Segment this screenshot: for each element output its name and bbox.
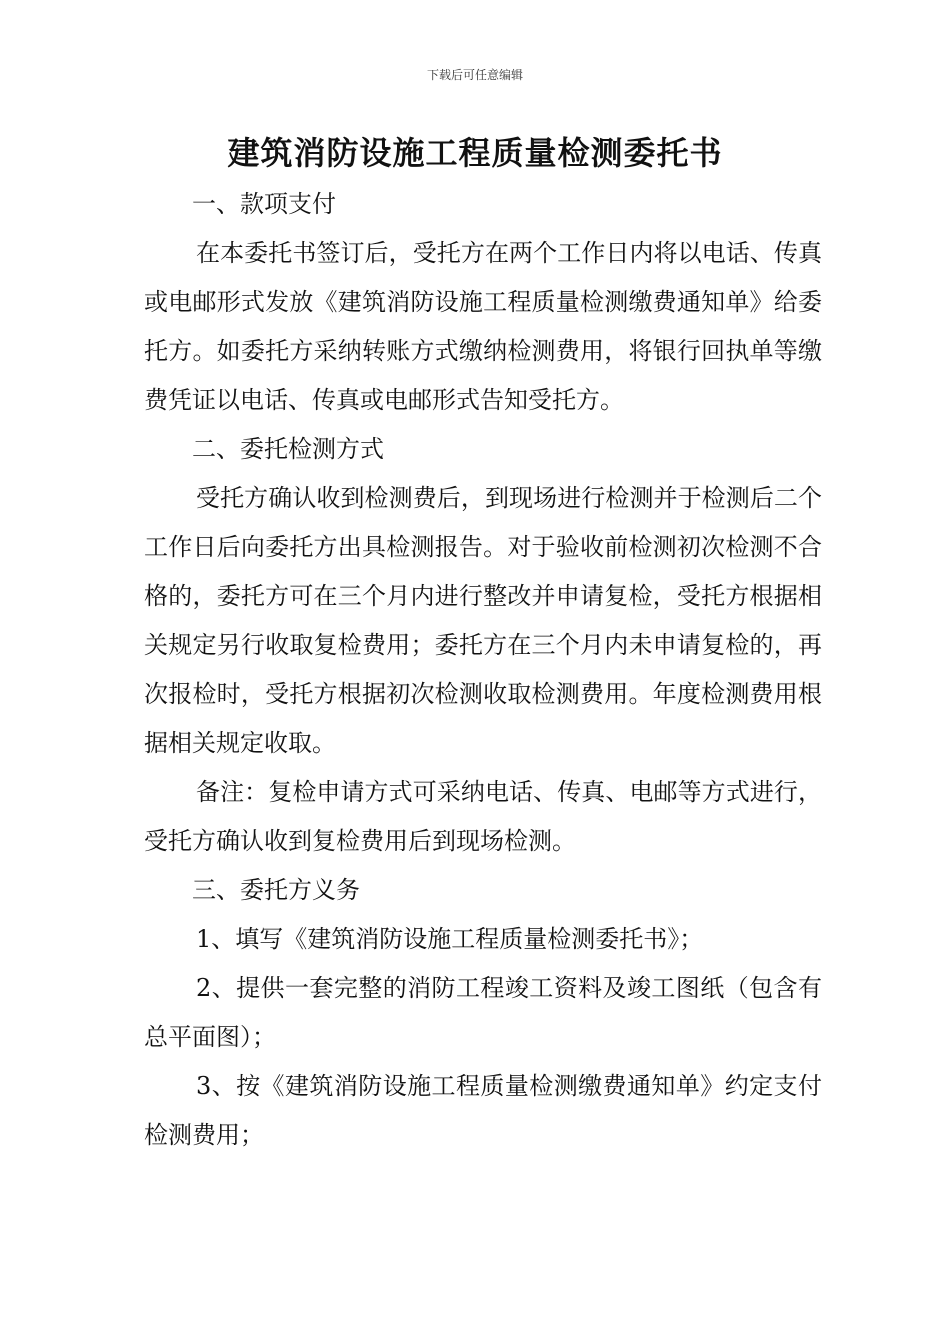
paragraph-inspection-method: 受托方确认收到检测费后，到现场进行检测并于检测后二个工作日后向委托方出具检测报告。对于验收前检测初次检测不合格的，委托方可在三个月内进行整改并申请复检，受托方根据相关规定另行收取复检费用；委托方在三个月内未申请复检的，再次报检时，受托方根据初次检测收取检测费用。年度检测费用根据相关规定收取。 (144, 484, 822, 757)
obligation-item-3: 3、按《建筑消防设施工程质量检测缴费通知单》约定支付检测费用； (144, 1072, 822, 1149)
document-body (144, 180, 822, 1160)
section-heading-client-obligations: 三、委托方义务 (192, 876, 360, 904)
obligation-item-1: 1、填写《建筑消防设施工程质量检测委托书》； (196, 925, 704, 953)
document-title: 建筑消防设施工程质量检测委托书 (227, 134, 723, 172)
section-heading-payment: 一、款项支付 (192, 190, 336, 218)
page-header-note: 下载后可任意编辑 (426, 68, 523, 82)
obligation-item-2: 2、提供一套完整的消防工程竣工资料及竣工图纸（包含有总平面图）； (144, 974, 822, 1051)
paragraph-note: 备注：复检申请方式可采纳电话、传真、电邮等方式进行，受托方确认收到复检费用后到现场检测。 (144, 778, 822, 855)
section-heading-inspection-method: 二、委托检测方式 (192, 435, 384, 463)
paragraph-payment: 在本委托书签订后，受托方在两个工作日内将以电话、传真或电邮形式发放《建筑消防设施工程质量检测缴费通知单》给委托方。如委托方采纳转账方式缴纳检测费用，将银行回执单等缴费凭证以电话、传真或电邮形式告知受托方。 (144, 239, 822, 414)
